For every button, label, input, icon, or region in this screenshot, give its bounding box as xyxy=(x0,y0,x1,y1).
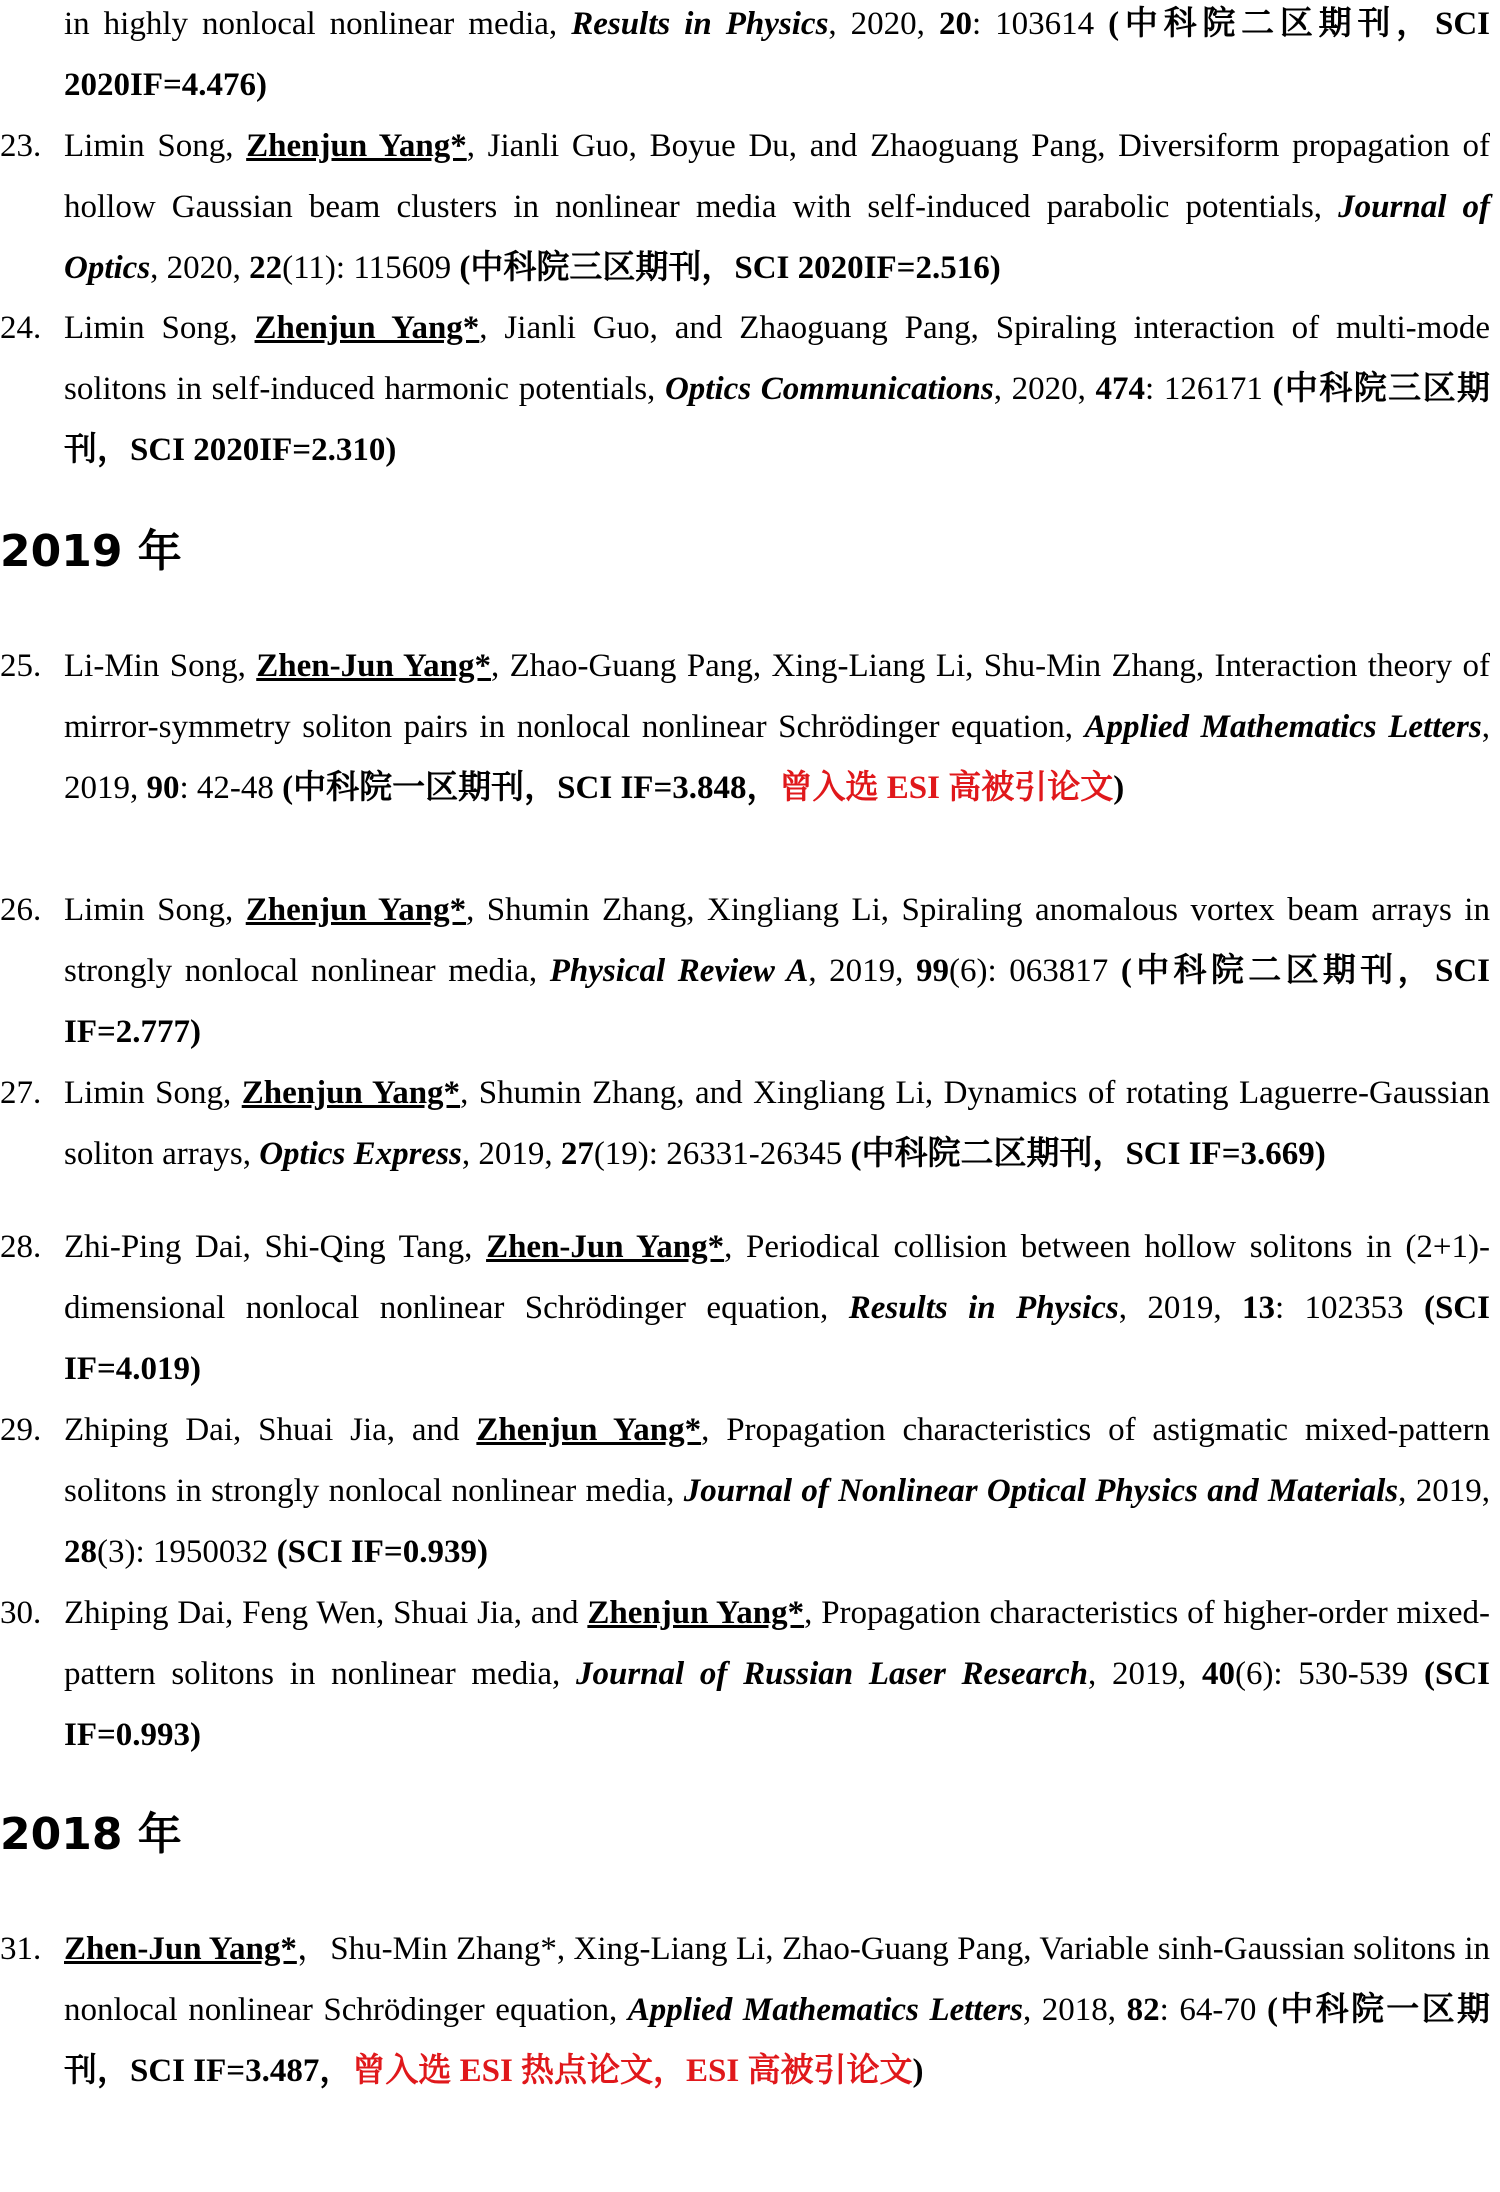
co-authors: Limin Song, xyxy=(64,310,255,346)
entry-text: , Zhao-Guang Pang, Xing-Liang Li, Shu-Min Zhang, Interaction theory of mirror-symmetry soliton pairs in nonlocal nonlinear Schrödinger equation, xyxy=(64,648,1490,745)
pages: : 103614 xyxy=(971,6,1109,42)
volume: 40 xyxy=(1201,1656,1235,1692)
highlighted-author: Zhenjun Yang* xyxy=(245,892,467,928)
entry-number: 26. xyxy=(0,892,42,928)
entry-text: , Jianli Guo, and Zhaoguang Pang, Spiraling interaction of multi-mode solitons in self-induced harmonic potentials, xyxy=(64,310,1490,407)
year: , 2019, xyxy=(64,709,1490,806)
co-authors: Li-Min Song, xyxy=(64,648,257,684)
journal-name: Applied Mathematics Letters xyxy=(627,1992,1023,2028)
volume: 82 xyxy=(1126,1992,1160,2028)
volume: 13 xyxy=(1242,1290,1275,1326)
entry-text: , 2020, xyxy=(828,6,939,42)
entry-text: in highly nonlocal nonlinear media, xyxy=(64,6,572,42)
entry-text: , Shumin Zhang, Xingliang Li, Spiraling anomalous vortex beam arrays in strongly nonlocal nonlinear media, xyxy=(64,892,1490,989)
year: , 2019, xyxy=(1398,1473,1490,1509)
highlighted-author: Zhenjun Yang* xyxy=(254,310,480,346)
volume: 20 xyxy=(938,6,972,42)
entry-citation xyxy=(64,298,1490,481)
entry-number: 31. xyxy=(0,1931,42,1967)
entry-citation xyxy=(64,1583,1490,1766)
pages: (6): 530-539 xyxy=(1234,1656,1424,1692)
entry-citation xyxy=(64,1919,1490,2102)
entry-number: 30. xyxy=(0,1595,42,1631)
pages: : 102353 xyxy=(1275,1290,1424,1326)
journal-rank-tag: (SCI IF=0.993) xyxy=(64,1656,1491,1753)
entry-citation xyxy=(64,880,1490,1063)
volume: 474 xyxy=(1095,371,1146,407)
journal-rank-tag: (中科院二区期刊，SCI IF=3.669) xyxy=(850,1136,1326,1172)
volume: 90 xyxy=(146,770,180,806)
entry-text: , Periodical collision between hollow solitons in (2+1)-dimensional nonlocal nonlinear Schrödinger equation, xyxy=(64,1229,1490,1326)
entry-citation xyxy=(64,1217,1490,1400)
journal-name: Results in Physics xyxy=(848,1290,1119,1326)
entry-number: 24. xyxy=(0,310,42,346)
entry-text: , Jianli Guo, Boyue Du, and Zhaoguang Pang, Diversiform propagation of hollow Gaussian beam clusters in nonlinear media with self-induced parabolic potentials, xyxy=(64,128,1490,225)
journal-rank-tag: (SCI IF=4.019) xyxy=(64,1290,1490,1387)
entry-text: , Propagation characteristics of higher-order mixed-pattern solitons in nonlinear media, xyxy=(64,1595,1490,1692)
pages: (11): 115609 xyxy=(282,250,460,286)
journal-rank-tag: (中科院一区期刊，SCI IF=3.487， xyxy=(64,1992,1490,2089)
entry-number: 29. xyxy=(0,1412,42,1448)
entry-citation xyxy=(64,116,1490,299)
volume: 28 xyxy=(64,1534,97,1570)
entry-22-continuation xyxy=(64,0,1490,116)
publication-entry xyxy=(0,1217,1490,1400)
entry-number: 27. xyxy=(0,1075,42,1111)
journal-name: Optics Communications xyxy=(664,371,994,407)
year: , 2018, xyxy=(1022,1992,1127,2028)
volume: 99 xyxy=(916,953,950,989)
volume: 27 xyxy=(560,1136,594,1172)
publication-entry xyxy=(0,1400,1490,1583)
co-authors: Limin Song, xyxy=(64,892,246,928)
entry-text: , Propagation characteristics of astigmatic mixed-pattern solitons in strongly nonlocal nonlinear media, xyxy=(64,1412,1490,1509)
journal-rank-tag: (中科院一区期刊，SCI IF=3.848， xyxy=(282,770,780,806)
highlighted-author: Zhenjun Yang* xyxy=(246,128,467,164)
highlighted-author: Zhenjun Yang* xyxy=(587,1595,805,1631)
esi-highlight: 曾入选 ESI 热点论文，ESI 高被引论文 xyxy=(352,2053,913,2089)
publication-entry xyxy=(0,880,1490,1063)
year: , 2019, xyxy=(1088,1656,1202,1692)
pages: (3): 1950032 xyxy=(97,1534,277,1570)
co-authors: Limin Song, xyxy=(64,128,247,164)
publication-entry xyxy=(0,298,1490,481)
closing-paren: ) xyxy=(1113,770,1125,806)
entry-text: ，Shu-Min Zhang*, Xing-Liang Li, Zhao-Guang Pang, Variable sinh-Gaussian solitons in nonlocal nonlinear Schrödinger equation, xyxy=(64,1931,1490,2028)
journal-rank-tag: (中科院二区期刊，SCI IF=2.777) xyxy=(64,953,1490,1050)
co-authors: Zhiping Dai, Feng Wen, Shuai Jia, and xyxy=(64,1595,588,1631)
highlighted-author: Zhenjun Yang* xyxy=(241,1075,461,1111)
journal-rank-tag: (中科院二区期刊，SCI 2020IF=4.476) xyxy=(64,6,1490,103)
journal-rank-tag: (中科院三区期刊，SCI 2020IF=2.516) xyxy=(459,250,1001,286)
highlighted-author: Zhen-Jun Yang* xyxy=(256,648,491,684)
year-heading-2019: 2019 年 xyxy=(0,526,182,577)
journal-name: Journal of Russian Laser Research xyxy=(575,1656,1089,1692)
journal-name: Results in Physics xyxy=(571,6,829,42)
journal-name: Physical Review A xyxy=(549,953,809,989)
entry-number: 25. xyxy=(0,648,42,684)
pages: : 64-70 xyxy=(1159,1992,1267,2028)
highlighted-author: Zhen-Jun Yang* xyxy=(64,1931,297,1967)
publication-entry xyxy=(0,1583,1490,1766)
entry-text: , Shumin Zhang, and Xingliang Li, Dynamics of rotating Laguerre-Gaussian soliton arrays, xyxy=(64,1075,1490,1172)
journal-name: Journal of Optics xyxy=(64,189,1490,286)
year: , 2019, xyxy=(808,953,917,989)
journal-name: Applied Mathematics Letters xyxy=(1084,709,1482,745)
journal-name: Optics Express xyxy=(259,1136,462,1172)
co-authors: Limin Song, xyxy=(64,1075,242,1111)
highlighted-author: Zhen-Jun Yang* xyxy=(486,1229,725,1265)
publication-entry xyxy=(0,1919,1490,2102)
year-heading-2018: 2018 年 xyxy=(0,1809,182,1860)
volume: 22 xyxy=(249,250,283,286)
pages: (6): 063817 xyxy=(949,953,1121,989)
publication-entry xyxy=(0,116,1490,299)
year: , 2019, xyxy=(461,1136,561,1172)
publication-entry xyxy=(0,636,1490,819)
entry-number: 23. xyxy=(0,128,42,164)
pages: (19): 26331-26345 xyxy=(593,1136,851,1172)
journal-name: Journal of Nonlinear Optical Physics and Materials xyxy=(683,1473,1399,1509)
year: , 2019, xyxy=(1118,1290,1242,1326)
entry-citation xyxy=(64,1063,1490,1185)
journal-rank-tag: (SCI IF=0.939) xyxy=(276,1534,488,1570)
journal-rank-tag: (中科院三区期刊，SCI 2020IF=2.310) xyxy=(64,371,1491,468)
year: , 2020, xyxy=(993,371,1096,407)
co-authors: Zhi-Ping Dai, Shi-Qing Tang, xyxy=(64,1229,487,1265)
highlighted-author: Zhenjun Yang* xyxy=(476,1412,702,1448)
year: , 2020, xyxy=(150,250,250,286)
esi-highlight: 曾入选 ESI 高被引论文 xyxy=(779,770,1114,806)
entry-number: 28. xyxy=(0,1229,42,1265)
pages: : 126171 xyxy=(1145,371,1273,407)
closing-paren: ) xyxy=(912,2053,924,2089)
entry-citation xyxy=(64,636,1490,819)
co-authors: Zhiping Dai, Shuai Jia, and xyxy=(64,1412,477,1448)
entry-citation xyxy=(64,1400,1490,1583)
publication-entry xyxy=(0,1063,1490,1185)
pages: : 42-48 xyxy=(179,770,283,806)
